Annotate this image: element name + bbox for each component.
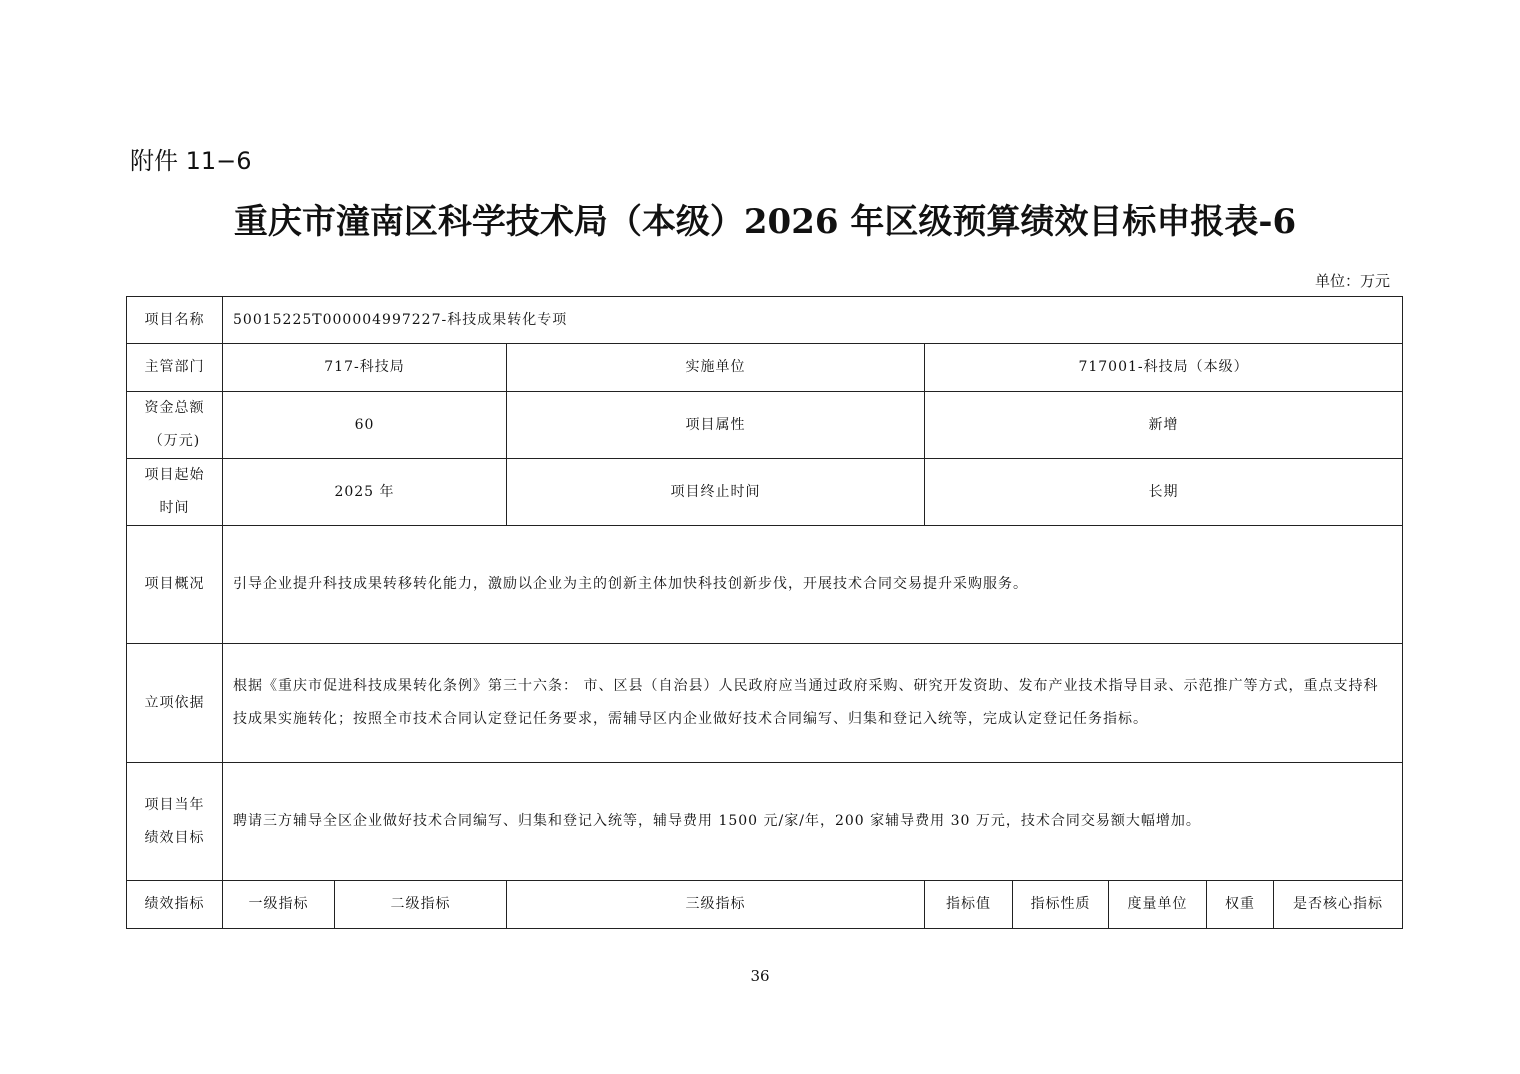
start-time-label [127,459,223,526]
row-department [127,344,1403,392]
header-weight: 权重 [1207,881,1274,929]
row-start-time [127,459,1403,526]
row-funding [127,392,1403,459]
row-goal [127,763,1403,881]
budget-performance-table [126,296,1403,929]
page-number: 36 [750,967,770,985]
indicators-label: 绩效指标 [127,881,223,929]
header-level2: 二级指标 [335,881,507,929]
start-time-label-line1: 项目起始 [144,467,205,483]
implementing-unit-value: 717001-科技局（本级） [925,344,1403,392]
start-time-value: 2025 年 [223,459,507,526]
department-value: 717-科技局 [223,344,507,392]
basis-label: 立项依据 [127,644,223,763]
overview-label: 项目概况 [127,526,223,644]
end-time-value: 长期 [925,459,1403,526]
department-label: 主管部门 [127,344,223,392]
header-level3: 三级指标 [507,881,925,929]
document-title: 重庆市潼南区科学技术局（本级）2026 年区级预算绩效目标申报表-6 [233,202,1297,242]
goal-label-line2: 绩效目标 [144,829,205,846]
project-name-label: 项目名称 [127,297,223,344]
implementing-unit-label: 实施单位 [507,344,925,392]
start-time-label-line2: 时间 [159,500,190,516]
funding-label-line1: 资金总额 [144,400,205,416]
overview-value: 引导企业提升科技成果转移转化能力，激励以企业为主的创新主体加快科技创新步伐，开展技术合同交易提升采购服务。 [223,526,1403,644]
goal-value: 聘请三方辅导全区企业做好技术合同编写、归集和登记入统等，辅导费用 1500 元/家/年，200 家辅导费用 30 万元，技术合同交易额大幅增加。 [223,763,1403,881]
unit-label: 单位：万元 [1314,272,1390,290]
goal-label-line1: 项目当年 [144,796,205,813]
row-project-name [127,297,1403,344]
header-indicator-value: 指标值 [925,881,1013,929]
funding-label [127,392,223,459]
header-indicator-nature: 指标性质 [1013,881,1109,929]
attachment-label: 附件 11−6 [130,147,252,175]
end-time-label: 项目终止时间 [507,459,925,526]
header-measure-unit: 度量单位 [1109,881,1207,929]
goal-label [127,763,223,881]
project-name-value: 50015225T000004997227-科技成果转化专项 [223,297,1403,344]
funding-label-line2: （万元) [148,433,201,449]
row-overview [127,526,1403,644]
row-basis [127,644,1403,763]
basis-value: 根据《重庆市促进科技成果转化条例》第三十六条： 市、区县（自治县）人民政府应当通过政府采购、研究开发资助、发布产业技术指导目录、示范推广等方式，重点支持科技成果实施转化；按照全市技术合同认定登记任务要求，需辅导区内企业做好技术合同编写、归集和登记入统等，完成认定登记任务指标。 [223,644,1403,763]
header-level1: 一级指标 [223,881,335,929]
header-is-core: 是否核心指标 [1274,881,1403,929]
project-attribute-label: 项目属性 [507,392,925,459]
funding-value: 60 [223,392,507,459]
row-indicators-header [127,881,1403,929]
project-attribute-value: 新增 [925,392,1403,459]
